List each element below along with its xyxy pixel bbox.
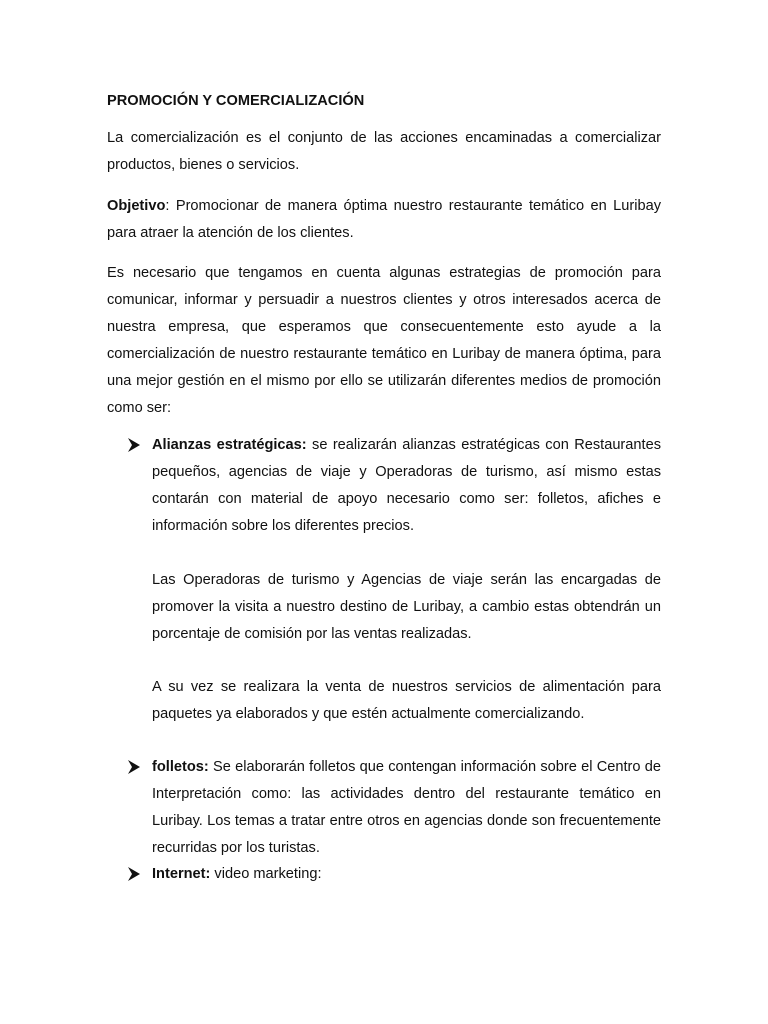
bullet-item-internet — [127, 861, 661, 888]
sub-paragraph-venta: A su vez se realizara la venta de nuestros servicios de alimentación para paquetes ya elaborados y que estén actualmente comercializando. — [152, 679, 661, 722]
bullet-text — [152, 432, 661, 540]
bullet-label: Alianzas estratégicas: — [152, 437, 307, 453]
bullet-item-alianzas — [127, 432, 661, 540]
objective-paragraph — [107, 193, 661, 247]
document-title: PROMOCIÓN Y COMERCIALIZACIÓN — [107, 93, 365, 109]
bullet-body: Se elaborarán folletos que contengan información sobre el Centro de Interpretación como: las actividades dentro del restaurante temático en Luribay. Los temas a tratar entre otros en agencias donde son frecuentemente recurridas por los turistas. — [152, 759, 661, 856]
bullet-label: folletos: — [152, 759, 209, 775]
arrow-bullet-icon — [127, 866, 141, 882]
bullet-body: video marketing: — [210, 866, 322, 882]
bullet-body: se realizarán alianzas estratégicas con Restaurantes pequeños, agencias de viaje y Operadoras de turismo, así mismo estas contarán con material de apoyo necesario como ser: folletos, afiches e información sobre los diferentes precios. — [152, 437, 661, 534]
intro-paragraph: La comercialización es el conjunto de las acciones encaminadas a comercializar productos, bienes o servicios. — [107, 130, 661, 173]
bullet-text — [152, 754, 661, 862]
arrow-bullet-icon — [127, 437, 141, 453]
bullet-item-folletos — [127, 754, 661, 862]
objective-text: : Promocionar de manera óptima nuestro restaurante temático en Luribay para atraer la atención de los clientes. — [107, 198, 661, 241]
sub-paragraph-operadoras: Las Operadoras de turismo y Agencias de viaje serán las encargadas de promover la visita a nuestro destino de Luribay, a cambio estas obtendrán un porcentaje de comisión por las ventas realizadas. — [152, 572, 661, 642]
arrow-bullet-icon — [127, 759, 141, 775]
bullet-label: Internet: — [152, 866, 211, 882]
objective-label: Objetivo — [107, 198, 166, 214]
bullet-text — [152, 861, 661, 888]
strategies-intro-paragraph: Es necesario que tengamos en cuenta algunas estrategias de promoción para comunicar, informar y persuadir a nuestros clientes y otros interesados acerca de nuestra empresa, que esperamos que consecuentemente esto ayude a la comercialización de nuestro restaurante temático en Luribay de manera óptima, para una mejor gestión en el mismo por ello se utilizarán diferentes medios de promoción como ser: — [107, 265, 661, 416]
